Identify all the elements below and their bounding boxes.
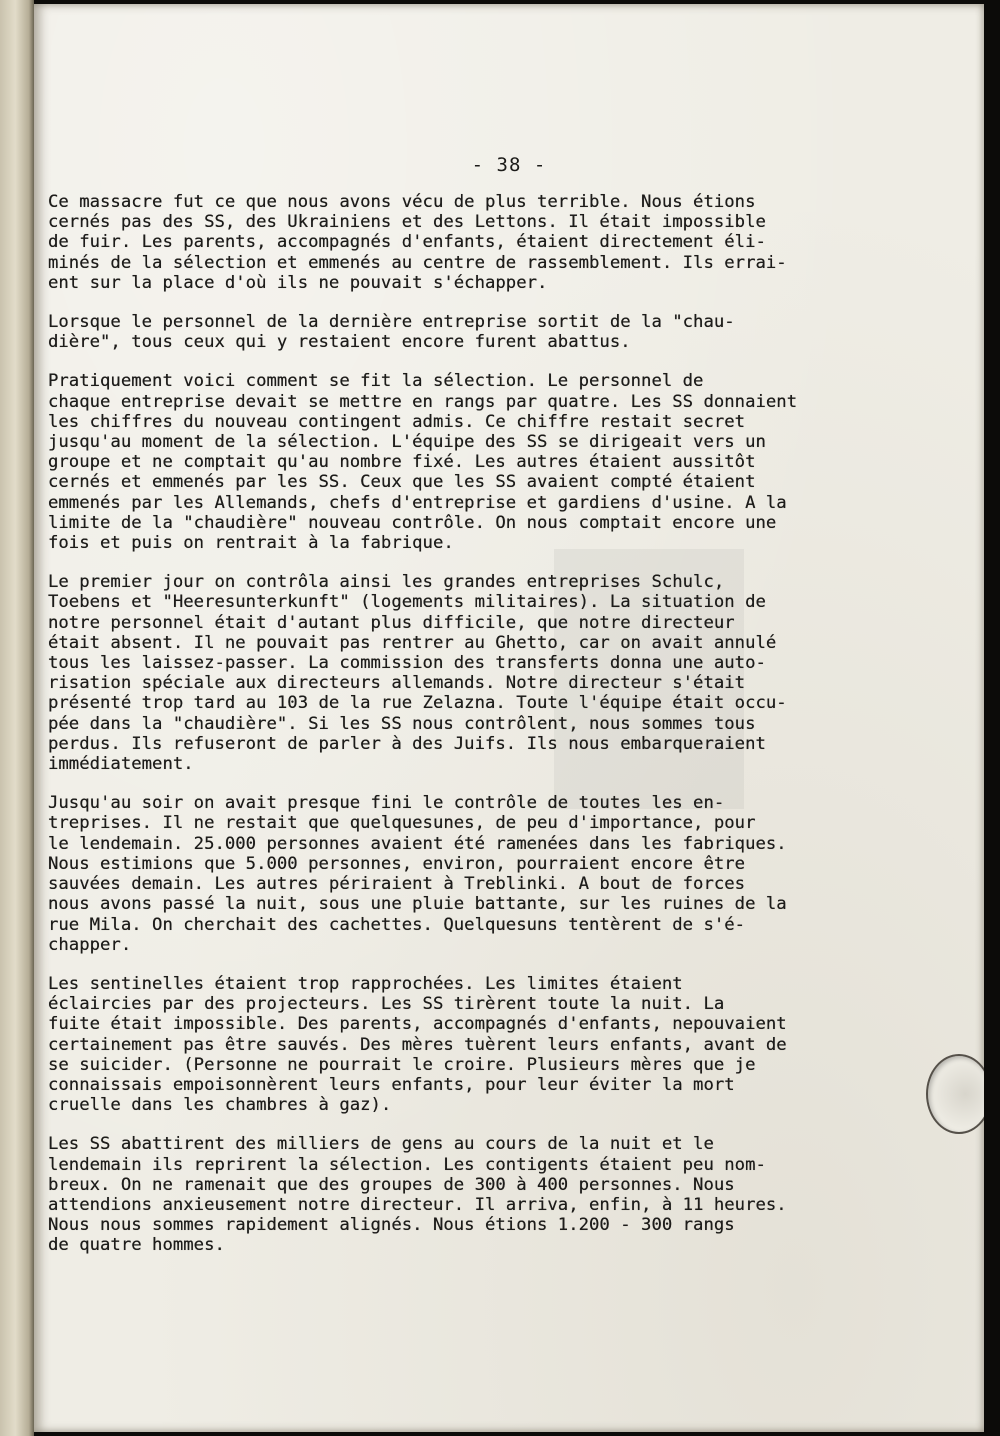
text-line: minés de la sélection et emmenés au centre de rassemblement. Ils errai-: [48, 252, 787, 273]
text-line: se suicider. (Personne ne pourrait le croire. Plusieurs mères que je: [48, 1054, 756, 1075]
adjacent-page-edge: [0, 0, 34, 1436]
text-line: fois et puis on rentrait à la fabrique.: [48, 533, 454, 554]
text-line: connaissais empoisonnèrent leurs enfants, pour leur éviter la mort: [48, 1074, 735, 1095]
text-line: tous les laissez-passer. La commission des transferts donna une auto-: [48, 653, 766, 674]
text-line: ent sur la place d'où ils ne pouvait s'échapper.: [48, 272, 548, 293]
text-line: Jusqu'au soir on avait presque fini le contrôle de toutes les en-: [48, 793, 725, 814]
text-line: jusqu'au moment de la sélection. L'équipe des SS se dirigeait vers un: [48, 432, 766, 453]
text-line: risation spéciale aux directeurs allemands. Notre directeur s'était: [48, 673, 746, 694]
text-line: chaque entreprise devait se mettre en rangs par quatre. Les SS donnaient: [48, 391, 798, 412]
text-line: Lorsque le personnel de la dernière entreprise sortit de la "chau-: [48, 312, 735, 333]
adjacent-page-fragment: [3, 180, 31, 190]
text-line: de quatre hommes.: [48, 1235, 225, 1256]
paragraph: [48, 1134, 960, 1255]
text-line: certainement pas être sauvés. Des mères tuèrent leurs enfants, avant de: [48, 1034, 787, 1055]
text-line: emmenés par les Allemands, chefs d'entreprise et gardiens d'usine. A la: [48, 492, 787, 513]
text-line: treprises. Il ne restait que quelquesunes, de peu d'importance, pour: [48, 813, 756, 834]
text-line: cernés pas des SS, des Ukrainiens et des Lettons. Il était impossible: [48, 212, 766, 233]
paragraph: [48, 974, 960, 1115]
text-line: Ce massacre fut ce que nous avons vécu de plus terrible. Nous étions: [48, 192, 756, 212]
text-line: attendions anxieusement notre directeur. Il arriva, enfin, à 11 heures.: [48, 1194, 787, 1215]
punch-hole: [926, 1054, 992, 1134]
paragraph: [48, 312, 960, 352]
paragraph: [48, 371, 960, 553]
text-line: breux. On ne ramenait que des groupes de 300 à 400 personnes. Nous: [48, 1174, 735, 1195]
text-line: pée dans la "chaudière". Si les SS nous contrôlent, nous sommes tous: [48, 713, 756, 734]
text-line: le lendemain. 25.000 personnes avaient été ramenées dans les fabriques.: [48, 833, 787, 854]
text-line: notre personnel était d'autant plus difficile, que notre directeur: [48, 612, 735, 633]
text-line: Les sentinelles étaient trop rapprochées. Les limites étaient: [48, 973, 683, 994]
text-line: de fuir. Les parents, accompagnés d'enfants, étaient directement éli-: [48, 232, 766, 253]
text-line: Le premier jour on contrôla ainsi les grandes entreprises Schulc,: [48, 572, 725, 593]
text-line: Nous nous sommes rapidement alignés. Nous étions 1.200 - 300 rangs: [48, 1215, 735, 1236]
text-line: était absent. Il ne pouvait pas rentrer au Ghetto, car on avait annulé: [48, 632, 777, 653]
body-text: [48, 192, 960, 1275]
text-line: Toebens et "Heeresunterkunft" (logements militaires). La situation de: [48, 592, 766, 613]
document-page: [34, 4, 984, 1432]
text-line: présenté trop tard au 103 de la rue Zelazna. Toute l'équipe était occu-: [48, 693, 787, 714]
text-line: rue Mila. On cherchait des cachettes. Quelquesuns tentèrent de s'é-: [48, 914, 746, 935]
text-line: les chiffres du nouveau contingent admis. Ce chiffre restait secret: [48, 411, 746, 432]
scan-border: [984, 0, 1000, 1436]
text-line: chapper.: [48, 934, 132, 955]
page-number: - 38 -: [471, 154, 547, 176]
text-line: perdus. Ils refuseront de parler à des Juifs. Ils nous embarqueraient: [48, 733, 766, 754]
text-line: nous avons passé la nuit, sous une pluie battante, sur les ruines de la: [48, 894, 787, 915]
paragraph: [48, 192, 960, 293]
text-line: groupe et ne comptait qu'au nombre fixé. Les autres étaient aussitôt: [48, 452, 756, 473]
text-line: cruelle dans les chambres à gaz).: [48, 1095, 392, 1116]
text-line: Nous estimions que 5.000 personnes, environ, pourraient encore être: [48, 853, 746, 874]
text-line: immédiatement.: [48, 754, 194, 775]
text-line: cernés et emmenés par les SS. Ceux que les SS avaient compté étaient: [48, 472, 756, 493]
text-line: limite de la "chaudière" nouveau contrôle. On nous comptait encore une: [48, 512, 777, 533]
text-line: sauvées demain. Les autres périraient à Treblinki. A bout de forces: [48, 874, 746, 895]
paragraph: [48, 793, 960, 955]
paragraph: [48, 572, 960, 774]
text-line: fuite était impossible. Des parents, accompagnés d'enfants, nepouvaient: [48, 1014, 787, 1035]
text-line: lendemain ils reprirent la sélection. Les contigents étaient peu nom-: [48, 1154, 766, 1175]
text-line: Pratiquement voici comment se fit la sélection. Le personnel de: [48, 371, 704, 392]
text-line: éclaircies par des projecteurs. Les SS tirèrent toute la nuit. La: [48, 994, 725, 1015]
text-line: Les SS abattirent des milliers de gens au cours de la nuit et le: [48, 1134, 714, 1155]
text-line: dière", tous ceux qui y restaient encore furent abattus.: [48, 332, 631, 353]
